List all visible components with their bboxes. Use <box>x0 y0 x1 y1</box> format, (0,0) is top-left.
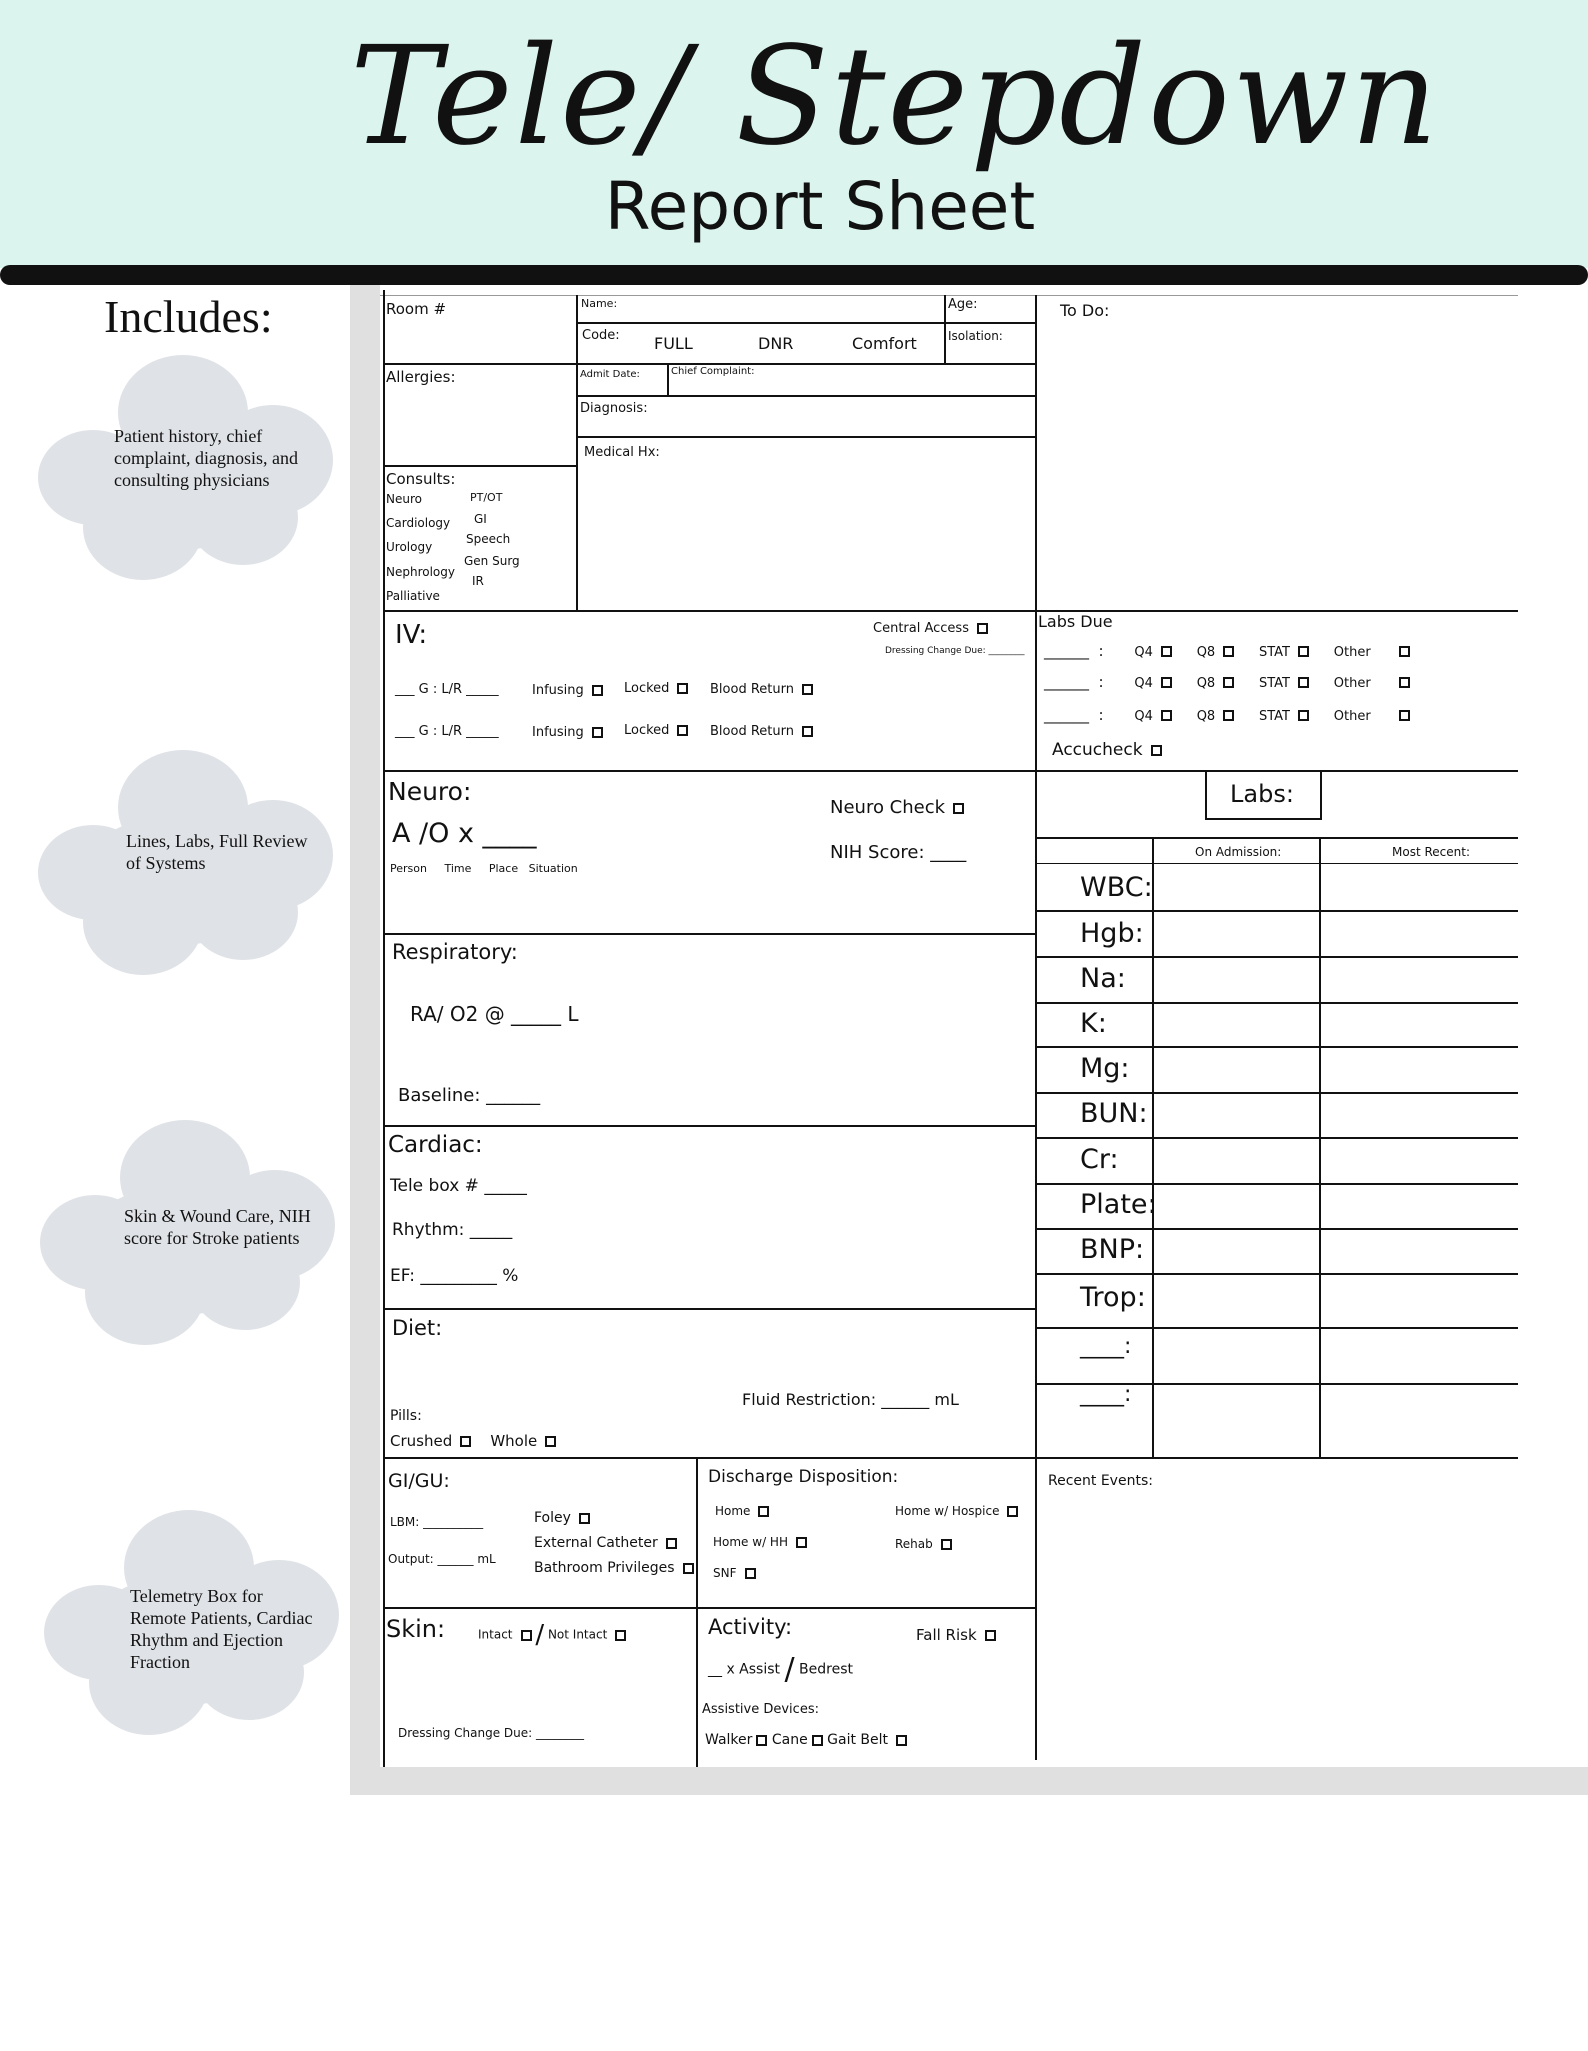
dressing-change-due: Dressing Change Due: ________ <box>885 646 1025 656</box>
iv-gauge: ___ G : L/R _____ <box>395 724 499 739</box>
admit-date-label: Admit Date: <box>580 369 640 380</box>
lab-row-label: Mg: <box>1080 1053 1130 1084</box>
central-access <box>873 621 988 636</box>
labs-title-box <box>1205 818 1322 820</box>
q4-checkbox[interactable] <box>1161 710 1172 721</box>
q8-label: Q8 <box>1196 709 1216 724</box>
q4-label: Q4 <box>1134 709 1153 724</box>
consult-item: IR <box>472 574 484 588</box>
room-label: Room # <box>386 300 447 318</box>
accucheck-checkbox[interactable] <box>1151 745 1162 756</box>
consult-item: Cardiology <box>386 516 451 530</box>
rehab-label: Rehab <box>895 1537 933 1551</box>
divider <box>383 1308 1036 1310</box>
top-rule <box>380 295 1518 296</box>
foley-checkbox[interactable] <box>579 1513 590 1524</box>
chief-complaint-label: Chief Complaint: <box>671 366 755 377</box>
labs-due-blank: ______ <box>1044 706 1089 724</box>
consults-label: Consults: <box>386 470 456 488</box>
labs-due-label: Labs Due <box>1038 612 1113 631</box>
neuro-label: Neuro: <box>388 777 472 806</box>
not-intact-checkbox[interactable] <box>615 1630 626 1641</box>
discharge-rehab <box>895 1537 952 1551</box>
name-label: Name: <box>581 297 618 310</box>
consult-item: Speech <box>466 532 511 546</box>
discharge-home-hh <box>713 1535 807 1549</box>
cane-checkbox[interactable] <box>812 1735 823 1746</box>
labs-col <box>1152 837 1154 1457</box>
cloud-text: Lines, Labs, Full Review of Systems <box>126 831 308 873</box>
divider <box>576 295 578 610</box>
lab-row-label: Cr: <box>1080 1144 1119 1175</box>
iv-locked <box>624 723 688 738</box>
labs-due-row <box>1044 673 1410 691</box>
iv-infusing <box>532 725 603 740</box>
diet-label: Diet: <box>392 1316 443 1340</box>
iv-locked <box>624 681 688 696</box>
labs-rule <box>1035 863 1518 864</box>
accucheck <box>1052 740 1162 760</box>
stat-checkbox[interactable] <box>1298 677 1309 688</box>
cardiac-label: Cardiac: <box>388 1132 483 1158</box>
iv-blood-return <box>710 724 813 739</box>
stat-checkbox[interactable] <box>1298 710 1309 721</box>
home-hh-checkbox[interactable] <box>796 1537 807 1548</box>
feature-cloud <box>44 1510 344 1740</box>
fall-risk <box>916 1626 996 1644</box>
code-dnr: DNR <box>758 334 794 353</box>
locked-checkbox[interactable] <box>677 725 688 736</box>
discharge-label: Discharge Disposition: <box>708 1467 899 1487</box>
crushed-label: Crushed <box>390 1432 453 1450</box>
lab-row-label: Plate: <box>1080 1189 1157 1220</box>
medical-hx-label: Medical Hx: <box>584 445 660 460</box>
lab-row-label: Hgb: <box>1080 918 1144 949</box>
cardiac-rhythm: Rhythm: _____ <box>392 1220 513 1240</box>
infusing-checkbox[interactable] <box>592 727 603 738</box>
assistive-devices <box>705 1732 907 1748</box>
neuro-check <box>830 797 964 818</box>
divider <box>944 295 946 363</box>
external-catheter-label: External Catheter <box>534 1535 658 1551</box>
activity-label: Activity: <box>708 1615 793 1639</box>
discharge-home <box>715 1504 769 1518</box>
bedrest-label: Bedrest <box>799 1661 853 1678</box>
consult-item: Neuro <box>386 492 422 506</box>
labs-rule <box>1035 1002 1518 1004</box>
labs-col-recent: Most Recent: <box>1392 845 1470 859</box>
home-hh-label: Home w/ HH <box>713 1535 788 1549</box>
lab-row-label: Trop: <box>1080 1282 1146 1313</box>
labs-rule <box>1035 910 1518 912</box>
snf-checkbox[interactable] <box>745 1568 756 1579</box>
cloud-text: Patient history, chief complaint, diagnosis, and consulting physicians <box>114 426 298 490</box>
respiratory-label: Respiratory: <box>392 940 518 964</box>
blood-return-label: Blood Return <box>710 724 794 739</box>
rehab-checkbox[interactable] <box>941 1539 952 1550</box>
whole-checkbox[interactable] <box>545 1436 556 1447</box>
infusing-checkbox[interactable] <box>592 685 603 696</box>
column-divider <box>1035 295 1037 1760</box>
diagnosis-label: Diagnosis: <box>580 401 648 416</box>
divider <box>383 933 1036 935</box>
neuro-check-label: Neuro Check <box>830 797 946 818</box>
labs-rule <box>1035 1046 1518 1048</box>
gait-belt-checkbox[interactable] <box>896 1735 907 1746</box>
locked-checkbox[interactable] <box>677 683 688 694</box>
iv-gauge: ___ G : L/R _____ <box>395 682 499 697</box>
labs-title-box <box>1205 770 1207 820</box>
respiratory-ra: RA/ O2 @ _____ L <box>410 1002 579 1026</box>
feature-cloud <box>38 750 338 980</box>
not-intact-label: Not Intact <box>547 1627 608 1642</box>
blood-return-checkbox[interactable] <box>802 726 813 737</box>
blood-return-checkbox[interactable] <box>802 684 813 695</box>
consult-item: GI <box>474 512 487 526</box>
walker-checkbox[interactable] <box>756 1735 767 1746</box>
labs-rule <box>1035 1228 1518 1230</box>
intact-label: Intact <box>478 1627 513 1642</box>
iv-blood-return <box>710 682 813 697</box>
infusing-label: Infusing <box>532 683 584 698</box>
divider <box>383 363 1036 365</box>
blood-return-label: Blood Return <box>710 682 794 697</box>
crushed-checkbox[interactable] <box>460 1436 471 1447</box>
divider <box>383 770 1518 772</box>
labs-col <box>1319 837 1321 1457</box>
walker-label: Walker <box>705 1732 753 1748</box>
lab-row-label: K: <box>1080 1008 1107 1039</box>
assistive-devices-label: Assistive Devices: <box>702 1702 819 1717</box>
gait-belt-label: Gait Belt <box>827 1732 889 1748</box>
page-shadow-vertical <box>350 285 380 1795</box>
labs-due-blank: ______ <box>1044 642 1089 660</box>
q8-checkbox[interactable] <box>1223 677 1234 688</box>
includes-heading: Includes: <box>104 291 273 342</box>
feature-cloud <box>40 1120 340 1350</box>
consult-item: Urology <box>386 540 433 554</box>
title-subtitle: Report Sheet <box>604 168 1036 245</box>
fall-risk-label: Fall Risk <box>916 1626 977 1644</box>
other-checkbox[interactable] <box>1399 646 1410 657</box>
other-label: Other <box>1333 709 1371 724</box>
activity-slash: / <box>784 1652 795 1687</box>
cane-label: Cane <box>771 1732 808 1748</box>
labs-due-row <box>1044 642 1410 660</box>
orient-place: Place <box>488 862 519 875</box>
lab-row-label: BUN: <box>1080 1098 1148 1129</box>
snf-label: SNF <box>713 1566 737 1580</box>
labs-due-blank: ______ <box>1044 673 1089 691</box>
lab-row-label: Na: <box>1080 963 1126 994</box>
q4-checkbox[interactable] <box>1161 646 1172 657</box>
labs-due-row <box>1044 706 1410 724</box>
neuro-orient <box>390 862 578 875</box>
code-full: FULL <box>654 334 693 353</box>
page-shadow-horizontal <box>350 1767 1588 1795</box>
skin-options <box>478 1620 626 1650</box>
labs-due-colon: : <box>1098 642 1104 660</box>
divider <box>576 322 1036 324</box>
consult-item: Nephrology <box>386 565 455 579</box>
cloud-text: Skin & Wound Care, NIH score for Stroke patients <box>124 1206 311 1248</box>
orient-person: Person <box>390 862 427 875</box>
labs-rule <box>1035 1137 1518 1139</box>
skin-dressing-due: Dressing Change Due: ________ <box>398 1726 585 1740</box>
activity-assist <box>708 1652 853 1687</box>
other-checkbox[interactable] <box>1399 677 1410 688</box>
whole-label: Whole <box>490 1432 538 1450</box>
consult-item: PT/OT <box>470 491 503 504</box>
header-rule <box>0 265 1588 285</box>
age-label: Age: <box>948 297 978 312</box>
hospice-label: Home w/ Hospice <box>895 1504 1000 1518</box>
q8-checkbox[interactable] <box>1223 646 1234 657</box>
code-label: Code: <box>582 328 620 343</box>
stat-label: STAT <box>1258 676 1290 691</box>
respiratory-baseline: Baseline: ______ <box>398 1085 541 1106</box>
intact-checkbox[interactable] <box>521 1630 532 1641</box>
skin-label: Skin: <box>386 1615 446 1643</box>
divider <box>383 1125 1036 1127</box>
other-label: Other <box>1333 676 1371 691</box>
code-comfort: Comfort <box>852 334 917 353</box>
home-label: Home <box>715 1504 751 1518</box>
q4-label: Q4 <box>1134 645 1153 660</box>
hospice-checkbox[interactable] <box>1007 1506 1018 1517</box>
orient-time: Time <box>444 862 472 875</box>
gigu-output: Output: ______ mL <box>388 1552 496 1566</box>
divider <box>576 395 1036 397</box>
labs-title: Labs: <box>1230 780 1294 808</box>
iv-infusing <box>532 683 603 698</box>
bathroom-privileges <box>534 1560 694 1576</box>
recent-events-label: Recent Events: <box>1048 1473 1153 1489</box>
labs-title-box <box>1320 770 1322 820</box>
infusing-label: Infusing <box>532 725 584 740</box>
locked-label: Locked <box>624 723 670 738</box>
divider <box>383 465 578 467</box>
bathroom-privileges-label: Bathroom Privileges <box>534 1560 675 1576</box>
labs-rule <box>1035 1183 1518 1185</box>
labs-rule <box>1035 1092 1518 1094</box>
labs-due-colon: : <box>1098 706 1104 724</box>
stat-label: STAT <box>1258 645 1290 660</box>
iv-label: IV: <box>395 620 428 650</box>
lab-row-label: WBC: <box>1080 872 1153 903</box>
q4-label: Q4 <box>1134 676 1153 691</box>
pills-label: Pills: <box>390 1408 422 1424</box>
divider <box>667 363 669 395</box>
labs-rule <box>1035 956 1518 958</box>
fall-risk-checkbox[interactable] <box>985 1630 996 1641</box>
home-checkbox[interactable] <box>758 1506 769 1517</box>
q8-checkbox[interactable] <box>1223 710 1234 721</box>
divider <box>696 1457 698 1767</box>
labs-due-colon: : <box>1098 673 1104 691</box>
consult-item: Palliative <box>386 589 440 603</box>
gigu-label: GI/GU: <box>388 1470 450 1492</box>
todo-label: To Do: <box>1060 301 1110 320</box>
q8-label: Q8 <box>1196 676 1216 691</box>
gigu-lbm: LBM: __________ <box>390 1515 484 1529</box>
orient-situation: Situation <box>528 862 578 875</box>
lab-row-label: BNP: <box>1080 1234 1145 1265</box>
pills-options <box>390 1432 556 1450</box>
divider <box>383 610 1518 612</box>
labs-rule <box>1035 837 1518 839</box>
cloud-text: Telemetry Box for Remote Patients, Cardiac Rhythm and Ejection Fraction <box>130 1586 313 1672</box>
lab-row-label: ____: <box>1080 1382 1132 1407</box>
stat-checkbox[interactable] <box>1298 646 1309 657</box>
q4-checkbox[interactable] <box>1161 677 1172 688</box>
discharge-hospice <box>895 1504 1018 1518</box>
neuro-ao: A /O x ____ <box>392 818 537 849</box>
labs-rule <box>1035 1273 1518 1275</box>
bathroom-privileges-checkbox[interactable] <box>683 1563 694 1574</box>
left-border <box>383 290 385 1767</box>
stat-label: STAT <box>1258 709 1290 724</box>
foley-label: Foley <box>534 1510 571 1526</box>
locked-label: Locked <box>624 681 670 696</box>
assist-label: __ x Assist <box>708 1661 781 1678</box>
divider <box>383 1457 1518 1459</box>
labs-rule <box>1035 1327 1518 1329</box>
divider <box>383 1607 1036 1609</box>
discharge-snf <box>713 1566 756 1580</box>
external-catheter-checkbox[interactable] <box>666 1538 677 1549</box>
divider <box>576 436 1036 438</box>
nih-score: NIH Score: ____ <box>830 842 967 863</box>
allergies-label: Allergies: <box>386 368 456 386</box>
fluid-restriction: Fluid Restriction: ______ mL <box>742 1390 959 1409</box>
neuro-check-checkbox[interactable] <box>953 803 964 814</box>
consult-item: Gen Surg <box>464 554 520 568</box>
report-sheet <box>380 290 1518 1767</box>
labs-col-admission: On Admission: <box>1195 845 1282 859</box>
cardiac-tele: Tele box # _____ <box>390 1176 527 1196</box>
lab-row-label: ____: <box>1080 1334 1132 1359</box>
central-access-label: Central Access <box>873 621 969 636</box>
cardiac-ef: EF: _________ % <box>390 1266 519 1286</box>
external-catheter <box>534 1535 677 1551</box>
other-checkbox[interactable] <box>1399 710 1410 721</box>
feature-cloud <box>38 355 338 585</box>
title-script: Tele/ Stepdown <box>350 18 1440 176</box>
isolation-label: Isolation: <box>948 329 1003 343</box>
central-access-checkbox[interactable] <box>977 623 988 634</box>
other-label: Other <box>1333 645 1371 660</box>
foley <box>534 1510 590 1526</box>
accucheck-label: Accucheck <box>1052 740 1143 760</box>
skin-slash: / <box>535 1620 545 1650</box>
q8-label: Q8 <box>1196 645 1216 660</box>
